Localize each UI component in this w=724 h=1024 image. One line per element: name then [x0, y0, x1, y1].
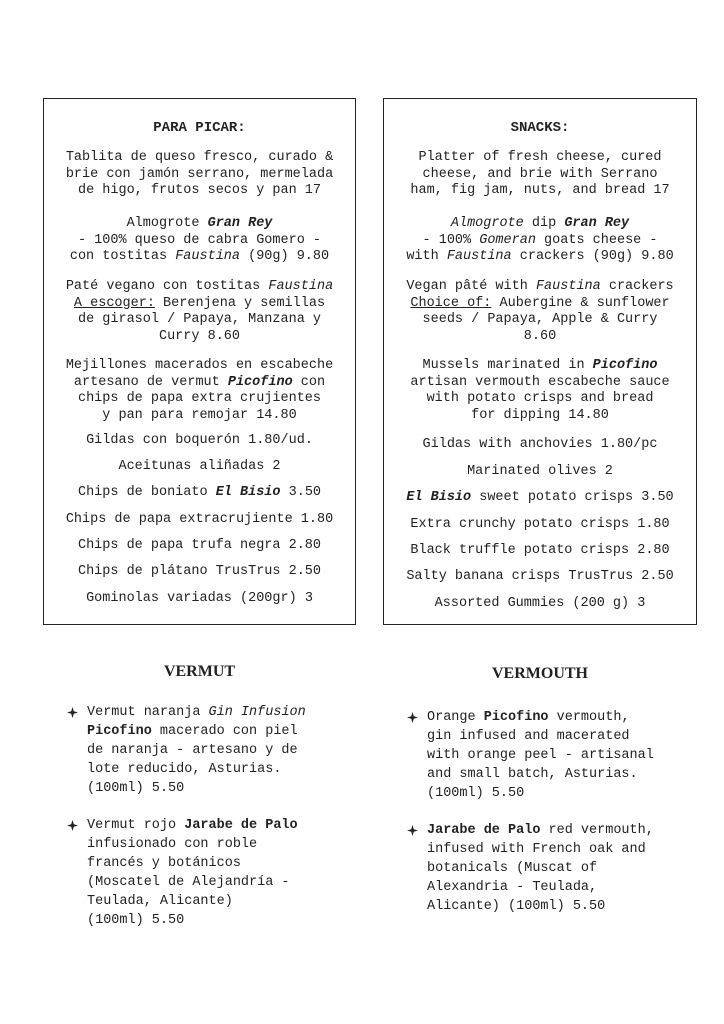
- menu-item-vegan-pate: Vegan pâté with Faustina crackers Choice of: Aubergine & sunflower seeds / Papaya, Apple & Curry 8.60: [406, 279, 674, 344]
- menu-item-chips-trufa: Chips de papa trufa negra 2.80: [77, 538, 322, 553]
- menu-item-gildas: Gildas con boquerón 1.80/ud.: [86, 433, 313, 448]
- diamond-bullet-icon: [67, 707, 78, 718]
- vermut-title: VERMUT: [163, 663, 236, 680]
- menu-item-gominolas: Gominolas variadas (200gr) 3: [86, 591, 313, 606]
- diamond-bullet-icon: [407, 712, 418, 723]
- menu-item-truffle-crisps: Black truffle potato crisps 2.80: [410, 543, 670, 558]
- menu-item-gildas-en: Gildas with anchovies 1.80/pc: [422, 437, 658, 452]
- vermouth-list: [407, 708, 654, 916]
- vermut-item-naranja: Vermut naranja Gin Infusion Picofino macerado con piel de naranja - artesano y de lote reducido, Asturias. (100ml) 5.50: [67, 703, 306, 798]
- menu-item-sweet-potato: El Bisio sweet potato crisps 3.50: [406, 490, 674, 505]
- menu-item-mejillones: Mejillones macerados en escabeche artesano de vermut Picofino con chips de papa extra crujientes y pan para remojar 14.80: [65, 358, 334, 423]
- para-picar-title: PARA PICAR:: [153, 120, 246, 136]
- vermouth-title: VERMOUTH: [492, 665, 588, 682]
- menu-item-mussels: Mussels marinated in Picofino artisan vermouth escabeche sauce with potato crisps and bread for dipping 14.80: [410, 358, 670, 423]
- para-picar-box: [43, 98, 356, 625]
- menu-item-chips-platano: Chips de plátano TrusTrus 2.50: [77, 564, 322, 579]
- snacks-title: SNACKS:: [510, 120, 570, 136]
- menu-item-platter: Platter of fresh cheese, cured cheese, and brie with Serrano ham, fig jam, nuts, and bread 17: [410, 150, 670, 198]
- menu-item-crunchy-crisps: Extra crunchy potato crisps 1.80: [410, 517, 670, 532]
- menu-item-tablita: Tablita de queso fresco, curado & brie con jamón serrano, mermelada de higo, frutos secos y pan 17: [65, 150, 334, 198]
- vermut-item-rojo: Vermut rojo Jarabe de Palo infusionado con roble francés y botánicos (Moscatel de Alejandría - Teulada, Alicante) (100ml) 5.50: [67, 816, 306, 930]
- vermut-list: [67, 703, 306, 930]
- snacks-box: [383, 98, 697, 625]
- diamond-bullet-icon: [67, 820, 78, 831]
- menu-item-banana-crisps: Salty banana crisps TrusTrus 2.50: [406, 569, 674, 584]
- menu-item-almogrote-dip: Almogrote dip Gran Rey - 100% Gomeran goats cheese - with Faustina crackers (90g) 9.80: [406, 216, 674, 264]
- menu-item-chips-papa: Chips de papa extracrujiente 1.80: [65, 512, 334, 527]
- menu-item-aceitunas: Aceitunas aliñadas 2: [118, 459, 281, 474]
- menu-item-chips-boniato: Chips de boniato El Bisio 3.50: [77, 485, 322, 500]
- menu-item-pate-vegano: Paté vegano con tostitas Faustina A escoger: Berenjena y semillas de girasol / Papaya, Manzana y Curry 8.60: [65, 279, 334, 344]
- vermouth-item-jarabe: Jarabe de Palo red vermouth, infused with French oak and botanicals (Muscat of Alexandria - Teulada, Alicante) (100ml) 5.50: [407, 821, 654, 916]
- menu-item-almogrote: Almogrote Gran Rey - 100% queso de cabra Gomero - con tostitas Faustina (90g) 9.80: [69, 216, 330, 264]
- menu-item-gummies: Assorted Gummies (200 g) 3: [434, 596, 646, 611]
- diamond-bullet-icon: [407, 825, 418, 836]
- vermouth-item-orange: Orange Picofino vermouth, gin infused and macerated with orange peel - artisanal and small batch, Asturias. (100ml) 5.50: [407, 708, 654, 803]
- menu-item-olives: Marinated olives 2: [467, 464, 613, 479]
